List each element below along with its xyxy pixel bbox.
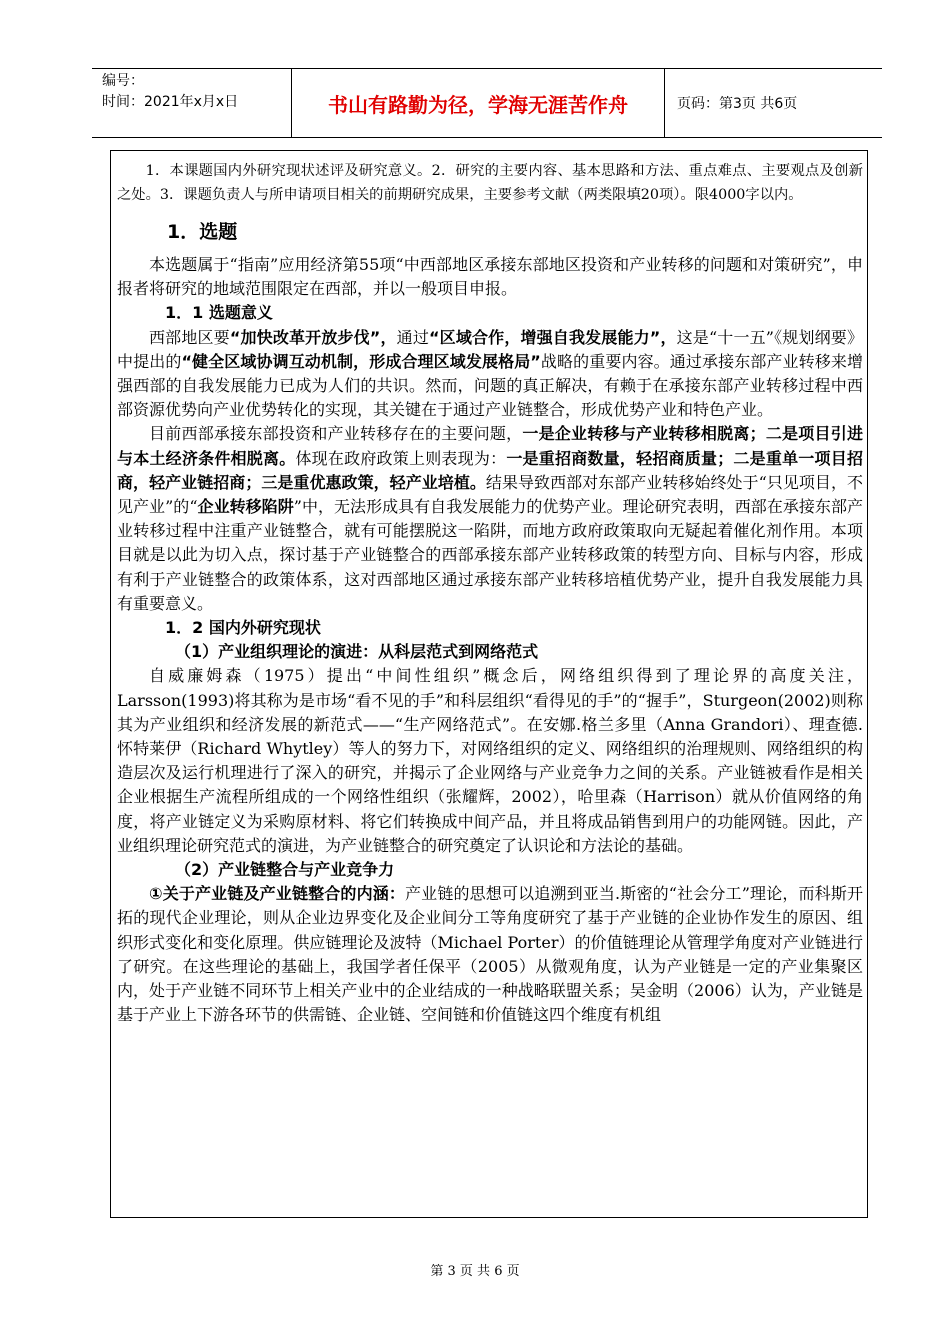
section-1-1-paragraph-2: 目前西部承接东部投资和产业转移存在的主要问题，一是企业转移与产业转移相脱离；二是项目引进与本土经济条件相脱离。体现在政府政策上则表现为：一是重招商数量，轻招商质量；二是重单一项目招商，轻产业链招商；三是重优惠政策，轻产业培植。结果导致西部对东部产业转移始终处于“只见项目，不见产业”的“企业转移陷阱”中，无法形成具有自我发展能力的优势产业。理论研究表明，西部在承接东部产业转移过程中注重产业链整合，就有可能摆脱这一陷阱，而地方政府政策取向无疑起着催化剂作用。本项目就是以此为切入点，探讨基于产业链整合的西部承接东部产业转移政策的转型方向、目标与内容，形成有利于产业链整合的政策体系，这对西部地区通过承接东部产业转移培植优势产业，提升自我发展能力具有重要意义。 xyxy=(117,424,863,613)
subsection-1-paragraph: 自威廉姆森（1975）提出“中间性组织”概念后，网络组织得到了理论界的高度关注，Larsson(1993)将其称为是市场“看不见的手”和科层组织“看得见的手”的“握手”，Sturgeon(2002)则称其为产业组织和经济发展的新范式——“生产网络范式”。在安娜.格兰多里（Anna Grandori）、理查德.怀特莱伊（Richard Whytley）等人的努力下，对网络组织的定义、网络组织的治理规则、网络组织的构造层次及运行机理进行了深入的研究，并揭示了企业网络与产业竞争力之间的关系。产业链被看作是相关企业根据生产流程所组成的一个网络性组织（张耀辉，2002），哈里森（Harrison）就从价值网络的角度，将产业链定义为采购原材料、将它们转换成中间产品，并且将成品销售到用户的功能网链。因此，产业组织理论研究范式的演进，为产业链整合的研究奠定了认识论和方法论的基础。 xyxy=(117,666,863,855)
section-1-1-title: 1．1 选题意义 xyxy=(165,303,273,323)
intro-instructions: 1．本课题国内外研究现状述评及研究意义。2．研究的主要内容、基本思路和方法、重点难点、主要观点及创新之处。3．课题负责人与所申请项目相关的前期研究成果，主要参考文献（两类限填20项）。限4000字以内。 xyxy=(117,163,863,203)
section-1-1-paragraph-1: 西部地区要“加快改革开放步伐”，通过“区域合作，增强自我发展能力”，这是“十一五”《规划纲要》中提出的“健全区域协调互动机制，形成合理区域发展格局”战略的重要内容。通过承接东部产业转移来增强西部的自我发展能力已成为人们的共识。然而，问题的真正解决，有赖于在承接东部产业转移过程中西部资源优势向产业优势转化的实现，其关键在于通过产业链整合，形成优势产业和特色产业。 xyxy=(117,327,863,420)
subsection-2-title: （2）产业链整合与产业竞争力 xyxy=(175,860,395,880)
header-motto: 书山有路勤为径，学海无涯苦作舟 xyxy=(292,69,665,137)
code-label: 编号： xyxy=(102,73,144,89)
time-label: 时间：2021年x月x日 xyxy=(102,94,239,110)
header-meta xyxy=(92,69,292,137)
subsection-2-paragraph: ①关于产业链及产业链整合的内涵：产业链的思想可以追溯到亚当.斯密的“社会分工”理论，而科斯开拓的现代企业理论，则从企业边界变化及企业间分工等角度研究了基于产业链的企业协作发生的原因、组织形式变化和变化原理。供应链理论及波特（Michael Porter）的价值链理论从管理学角度对产业链进行了研究。在这些理论的基础上，我国学者任保平（2005）从微观角度，认为产业链是一定的产业集聚区内，处于产业链不同环节上相关产业中的企业结成的一种战略联盟关系；吴金明（2006）认为，产业链是基于产业上下游各环节的供需链、企业链、空间链和价值链这四个维度有机组 xyxy=(117,884,863,1025)
page-header xyxy=(92,68,882,138)
section-1-2-title: 1．2 国内外研究现状 xyxy=(165,618,321,638)
content-box xyxy=(110,150,868,1218)
header-page-info: 页码：第3页 共6页 xyxy=(677,96,798,112)
section-1-title: 1．选题 xyxy=(167,221,238,243)
subsection-1-title: （1）产业组织理论的演进：从科层范式到网络范式 xyxy=(175,642,539,662)
section-1-paragraph: 本选题属于“指南”应用经济第55项“中西部地区承接东部地区投资和产业转移的问题和对策研究”，申报者将研究的地域范围限定在西部，并以一般项目申报。 xyxy=(117,255,863,299)
page-footer: 第 3 页 共 6 页 xyxy=(430,1264,520,1279)
